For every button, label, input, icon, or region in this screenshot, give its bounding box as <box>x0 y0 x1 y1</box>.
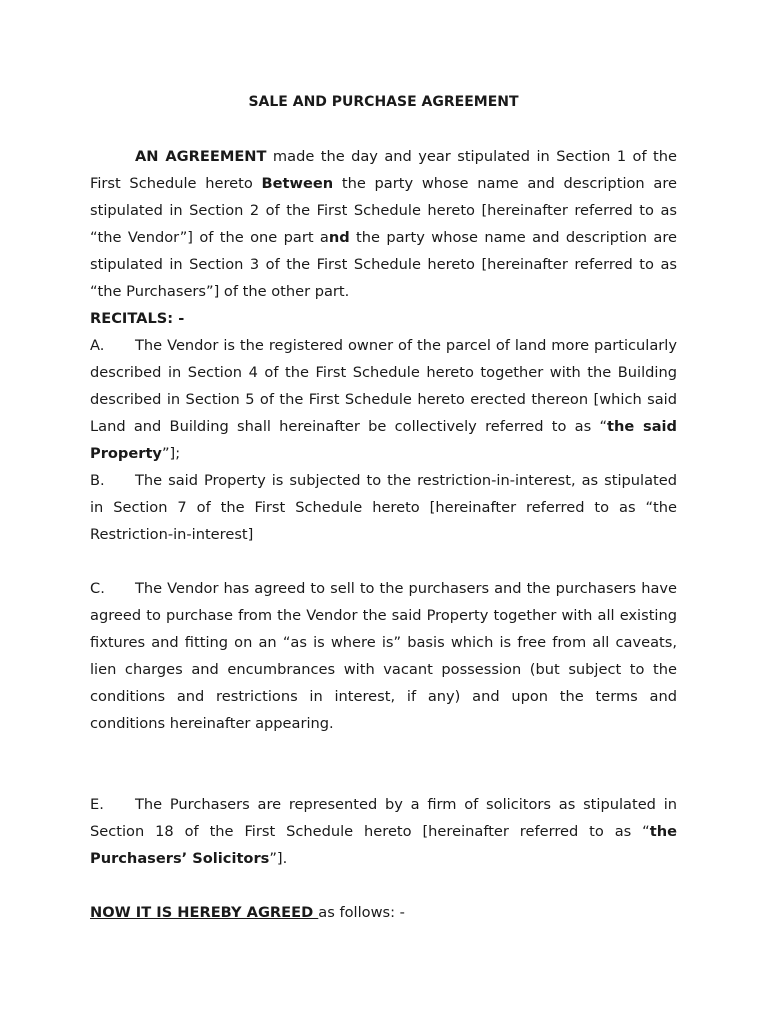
agreement-clause <box>90 899 677 926</box>
recital-a-marker: A. <box>90 337 105 354</box>
agreement-clause-text: as follows: - <box>318 904 405 921</box>
agreement-clause-heading: NOW IT IS HEREBY AGREED <box>90 904 319 921</box>
recital-a-text-1: The Vendor is the registered owner of the parcel of land more particularly described in Section 4 of the First Schedule hereto together with the Building described in Section 5 of the First Schedule hereto erected thereon [which said Land and Building shall hereinafter be collectively referred to as “ <box>90 337 677 435</box>
recital-c-text: The Vendor has agreed to sell to the purchasers and the purchasers have agreed to purchase from the Vendor the said Property together with all existing fixtures and fitting on an “as is where is” basis which is free from all caveats, lien charges and encumbrances with vacant possession (but subject to the conditions and restrictions in interest, if any) and upon the terms and conditions hereinafter appearing. <box>90 580 677 732</box>
recital-b <box>90 467 677 548</box>
recital-c-marker: C. <box>90 580 105 597</box>
recital-e <box>90 791 677 872</box>
recital-a-text-2: ”]; <box>161 445 181 462</box>
intro-text-3: the party whose name and description are stipulated in Section 3 of the First Schedule hereto [hereinafter referred to as “the Purchasers”] of the other part. <box>90 229 677 300</box>
document-title: SALE AND PURCHASE AGREEMENT <box>248 94 519 110</box>
recital-b-text: The said Property is subjected to the restriction-in-interest, as stipulated in Section 7 of the First Schedule hereto [hereinafter referred to as “the Restriction-in-interest] <box>90 472 677 543</box>
intro-text-2: the party whose name and description are stipulated in Section 2 of the First Schedule hereto [hereinafter referred to as “the Vendor”] of the one part a <box>90 175 677 246</box>
recital-a-bold: the said Property <box>90 418 677 462</box>
recital-e-marker: E. <box>90 796 104 813</box>
intro-between: Between <box>261 175 334 192</box>
recital-e-bold: the Purchasers’ Solicitors <box>90 823 677 867</box>
intro-lead: AN AGREEMENT <box>135 148 267 165</box>
intro-and: nd <box>328 229 350 246</box>
recital-a <box>90 332 677 467</box>
intro-text-1: made the day and year stipulated in Section 1 of the First Schedule hereto <box>90 148 677 192</box>
intro-paragraph <box>90 143 677 305</box>
recitals-heading: RECITALS: - <box>90 310 185 327</box>
recital-c <box>90 575 677 737</box>
recital-e-text-1: The Purchasers are represented by a firm of solicitors as stipulated in Section 18 of the First Schedule hereto [hereinafter referred to as “ <box>90 796 677 840</box>
recital-e-text-2: ”]. <box>269 850 288 867</box>
recital-b-marker: B. <box>90 472 105 489</box>
